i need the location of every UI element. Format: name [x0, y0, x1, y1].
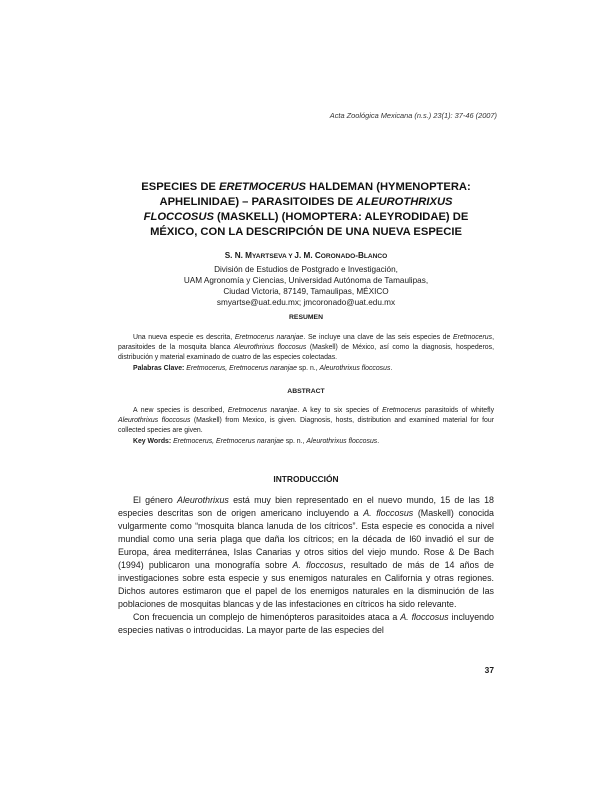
intro-paragraph-1 [118, 494, 494, 611]
affiliation-line: División de Estudios de Postgrado e Investigación, [214, 265, 398, 274]
keyword: sp. n., [283, 437, 307, 445]
species-name: A. floccosus [400, 612, 449, 622]
introduccion-body [118, 494, 494, 637]
author-1-surname: YARTSEVA [251, 253, 287, 260]
keyword: Eretmocerus, Eretmocerus naranjae [171, 437, 284, 445]
keyword: Aleurothrixus floccosus [319, 364, 391, 372]
title-species: FLOCCOSUS [143, 211, 214, 223]
text: El género [133, 495, 178, 505]
running-head: Acta Zoológica Mexicana (n.s.) 23(1): 37-46 (2007) [329, 111, 497, 120]
text: , resultado de más de 14 años de investigaciones sobre esta especie y sus enemigos naturales en California y otras regiones. Dichos autores estimaron que el papel de los enemigos naturales en la disminución de las poblaciones de mosquitas blancas y de las infestaciones en cítricos ha sido relevante. [118, 560, 494, 609]
genus-name: Aleurothrixus [177, 495, 229, 505]
keyword: Eretmocerus, Eretmocerus naranjae [184, 364, 297, 372]
text: (Maskell) de México, así como la diagnosis, hospederos, distribución y material examinado de cuatro de las especies colectadas. [118, 344, 494, 362]
keyword: Aleurothrixus floccosus [306, 437, 378, 445]
abstract-paragraph [118, 406, 494, 437]
text: está muy bien representado en el nuevo mundo, 15 de las 18 especies descritas son de origen americano incluyendo a [118, 495, 494, 518]
text: parasitoids of whitefly [421, 407, 495, 414]
text: incluyendo especies nativas o introducidas. La mayor parte de las especies del [118, 612, 494, 635]
title-text: (MASKELL) (HOMOPTERA: ALEYRODIDAE) DE [213, 211, 469, 223]
text: . Se incluye una clave de las seis especies de [303, 334, 454, 341]
palabras-clave [118, 364, 494, 374]
author-2-surname-dash: -B [355, 251, 364, 260]
title-line-2 [118, 195, 494, 210]
species-name: A. floccosus [363, 508, 414, 518]
title-text: ESPECIES DE [141, 181, 219, 193]
species-name: Aleurothrixus floccosus [233, 344, 307, 352]
key-words [118, 437, 494, 447]
text: Una nueva especie es descrita, [133, 334, 235, 341]
title-line-3 [118, 210, 494, 225]
page-number: 37 [484, 665, 494, 675]
species-name: A. floccosus [292, 560, 344, 570]
author-2-surname-2: LANCO [363, 253, 388, 260]
species-name: Aleurothrixus floccosus [118, 417, 191, 425]
author-1-initials: S. N. M [224, 251, 252, 260]
text: Con frecuencia un complejo de himenópteros parasitoides ataca a [133, 612, 401, 622]
affiliation-emails[interactable]: smyartse@uat.edu.mx; jmcoronado@uat.edu.mx [216, 298, 396, 307]
abstract-body [118, 406, 494, 447]
title-text: APHELINIDAE) – PARASITOIDES DE [159, 196, 357, 208]
title-genus: ERETMOCERUS [218, 181, 307, 193]
text: . A key to six species of [297, 407, 383, 414]
resumen-body [118, 333, 494, 374]
resumen-paragraph [118, 333, 494, 364]
title-genus: ALEUROTHRIXUS [356, 196, 453, 208]
title-line-1 [118, 180, 494, 195]
title-text: HALDEMAN (HYMENOPTERA: [306, 181, 471, 193]
author-conjunction: Y [286, 253, 295, 260]
species-name: Eretmocerus naranjae [234, 334, 304, 341]
keyword: sp. n., [296, 364, 320, 372]
text: A new species is described, [133, 407, 228, 414]
genus-name: Eretmocerus [453, 334, 493, 341]
author-2-initials: J. M. C [294, 251, 321, 260]
text: (Maskell) from Mexico, is given. Diagnosis, hosts, distribution and examined material for four collected species are given. [118, 417, 494, 435]
keywords-label: Palabras Clave: [133, 364, 185, 372]
affiliation-line: Ciudad Victoria, 87149, Tamaulipas, MÉXICO [223, 287, 389, 296]
abstract-heading: ABSTRACT [287, 388, 325, 395]
authors [118, 251, 494, 260]
introduccion-heading: INTRODUCCIÓN [273, 474, 339, 484]
keywords-label: Key Words: [133, 437, 172, 445]
article-title [118, 180, 494, 240]
text: . [377, 437, 380, 445]
resumen-heading: RESUMEN [289, 314, 323, 321]
text: (Maskell) conocida vulgarmente como “mosquita blanca lanuda de los cítricos”. Esta especie es conocida a nivel mundial como una seria plaga que daña los cítricos; en la década de l60 invadió el sur de Europa, área mediterránea, Islas Canarias y otros sitios del viejo mundo. Rose & De Bach (1994) publicaron una monografía sobre [118, 508, 494, 570]
affiliation [118, 264, 494, 308]
species-name: Eretmocerus naranjae [227, 407, 298, 414]
title-line-4: MÉXICO, CON LA DESCRIPCIÓN DE UNA NUEVA ESPECIE [150, 226, 462, 238]
text: , parasitoides de la mosquita blanca [118, 334, 494, 352]
genus-name: Eretmocerus [382, 407, 422, 414]
affiliation-line: UAM Agronomía y Ciencias, Universidad Autónoma de Tamaulipas, [183, 276, 429, 285]
text: . [390, 364, 393, 372]
intro-paragraph-2 [118, 611, 494, 637]
author-2-surname: ORONADO [320, 253, 356, 260]
